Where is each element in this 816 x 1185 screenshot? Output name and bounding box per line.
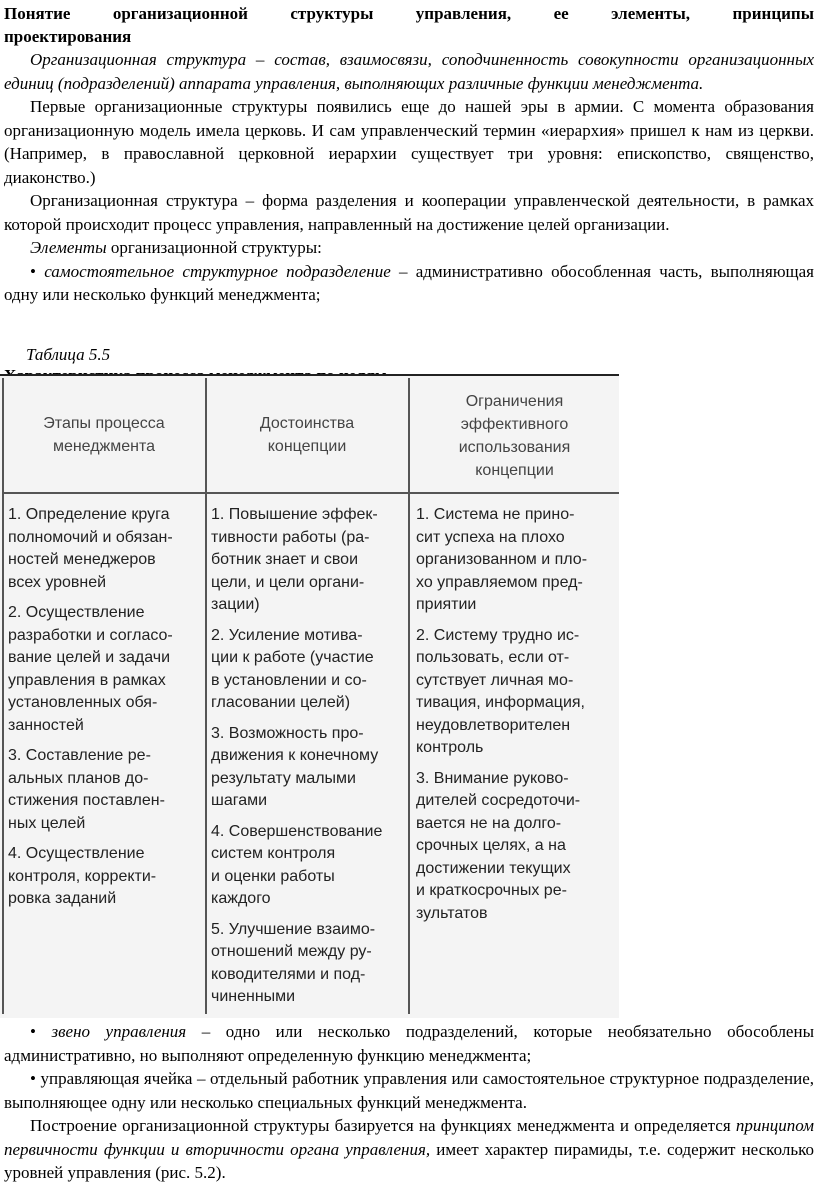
table-cell-item: 3. Внимание руково- дителей сосредоточи- вается не на долго- срочных целях, а на достижении текущих и краткосрочных ре- зультатов bbox=[416, 769, 581, 922]
document-page-continued bbox=[4, 1020, 814, 1185]
table-cell-item: 4. Совершенствование систем контроля и оценки работы каждого bbox=[211, 822, 383, 907]
final-paragraph: Построение организационной структуры базируется на функциях менеджмента и определяется принципом первичности функции и вторичности органа управления, имеет характер пирамиды, т.е. содержит несколько уровней управления (рис. 5.2). bbox=[4, 1116, 814, 1182]
history-paragraph: Первые организационные структуры появились еще до нашей эры в армии. С момента образования организационную модель имела церковь. И сам управленческий термин «иерархия» пришел к нам из церкви. (Например, в православной церковной иерархии существует три уровня: епископство, священство, диаконство.) bbox=[4, 97, 814, 187]
elements-term: Элементы bbox=[30, 238, 107, 257]
bullet-management-cell bbox=[4, 1067, 814, 1114]
section-heading-line2: проектирования bbox=[4, 27, 132, 46]
table-column-limitations bbox=[416, 504, 616, 925]
table-column-stages bbox=[8, 504, 204, 911]
bullet-management-link bbox=[4, 1020, 814, 1067]
bullet2-term: звено управления bbox=[51, 1022, 187, 1041]
table-header-divider bbox=[2, 492, 619, 494]
principle-italic: принципом первичности функции и вторичности органа управления, bbox=[4, 1116, 814, 1159]
definition-paragraph bbox=[4, 48, 814, 95]
definition-text: – состав, взаимосвязи, соподчиненность совокупности организационных единиц (подразделений) аппарата управления, выполняющих различные функции менеджмента. bbox=[4, 50, 815, 93]
table-left-border bbox=[2, 378, 4, 1014]
bullet-marker: • bbox=[30, 1069, 41, 1088]
table-cell-item: 3. Возможность про- движения к конечному результату малыми шагами bbox=[211, 724, 379, 809]
section-heading bbox=[4, 2, 814, 48]
table-header-limitations: Ограничения эффективного использования концепции bbox=[458, 393, 571, 479]
bullet2-text: – одно или несколько подразделений, которые необязательно обособлены административно, но выполняют определенную функцию менеджмента; bbox=[4, 1022, 814, 1065]
bullet-marker: • bbox=[30, 1022, 52, 1041]
document-page bbox=[4, 0, 814, 386]
table-column-divider bbox=[205, 378, 207, 1014]
bullet1-term: самостоятельное структурное подразделение bbox=[44, 261, 391, 281]
elements-intro-text: организационной структуры: bbox=[106, 238, 322, 257]
table-header-advantages: Достоинства концепции bbox=[259, 415, 355, 455]
table-cell-item: 2. Систему трудно ис- пользовать, если от- сутствует личная мо- тивация, информация, неудовлетворителен контроль bbox=[416, 626, 585, 756]
table-scan-image bbox=[0, 374, 619, 1018]
definition-term: Организационная структура bbox=[30, 50, 247, 69]
table-column-advantages bbox=[211, 504, 407, 1009]
elements-intro bbox=[4, 236, 814, 260]
table-cell-item: 2. Осуществление разработки и согласо- вание целей и задачи управления в рамках установленных обя- занностей bbox=[8, 604, 173, 734]
table-cell-item: 3. Составление ре- альных планов до- стижения поставлен- ных целей bbox=[8, 747, 165, 832]
bullet-marker: • bbox=[30, 261, 45, 281]
table-cell-item: 4. Осуществление контроля, корректи- ровка заданий bbox=[8, 845, 157, 907]
table-top-border bbox=[0, 374, 619, 376]
table-cell-item: 2. Усиление мотива- ции к работе (участие в установлении и со- гласовании целей) bbox=[211, 626, 374, 711]
table-header-stages: Этапы процесса менеджмента bbox=[43, 415, 165, 455]
structure-form-paragraph: Организационная структура – форма разделения и кооперации управленческой деятельности, в рамках которой происходит процесс управления, направленный на достижение целей организации. bbox=[4, 191, 814, 234]
bullet3-text: управляющая ячейка – отдельный работник управления или самостоятельное структурное подразделение, выполняющее одну или несколько специальных функций менеджмента. bbox=[4, 1069, 814, 1112]
table-cell-item: 1. Определение круга полномочий и обязан- ностей менеджеров всех уровней bbox=[8, 506, 173, 591]
table-cell-item: 1. Система не прино- сит успеха на плохо организованном и пло- хо управляемом пред- приятии bbox=[416, 506, 588, 613]
bullet-independent-unit bbox=[4, 260, 814, 307]
table-cell-item: 5. Улучшение взаимо- отношений между ру- ководителями и под- чиненными bbox=[211, 920, 376, 1005]
table-cell-item: 1. Повышение эффек- тивности работы (ра- ботник знает и свои цели, и цели органи- зации) bbox=[211, 506, 378, 613]
table-caption: Таблица 5.5 bbox=[26, 344, 111, 364]
section-heading-line1: Понятие организационной структуры управления, ее элементы, принципы bbox=[4, 4, 814, 23]
bullet1-text: – административно обособленная часть, выполняющая одну или несколько функций менеджмента; bbox=[4, 261, 814, 304]
